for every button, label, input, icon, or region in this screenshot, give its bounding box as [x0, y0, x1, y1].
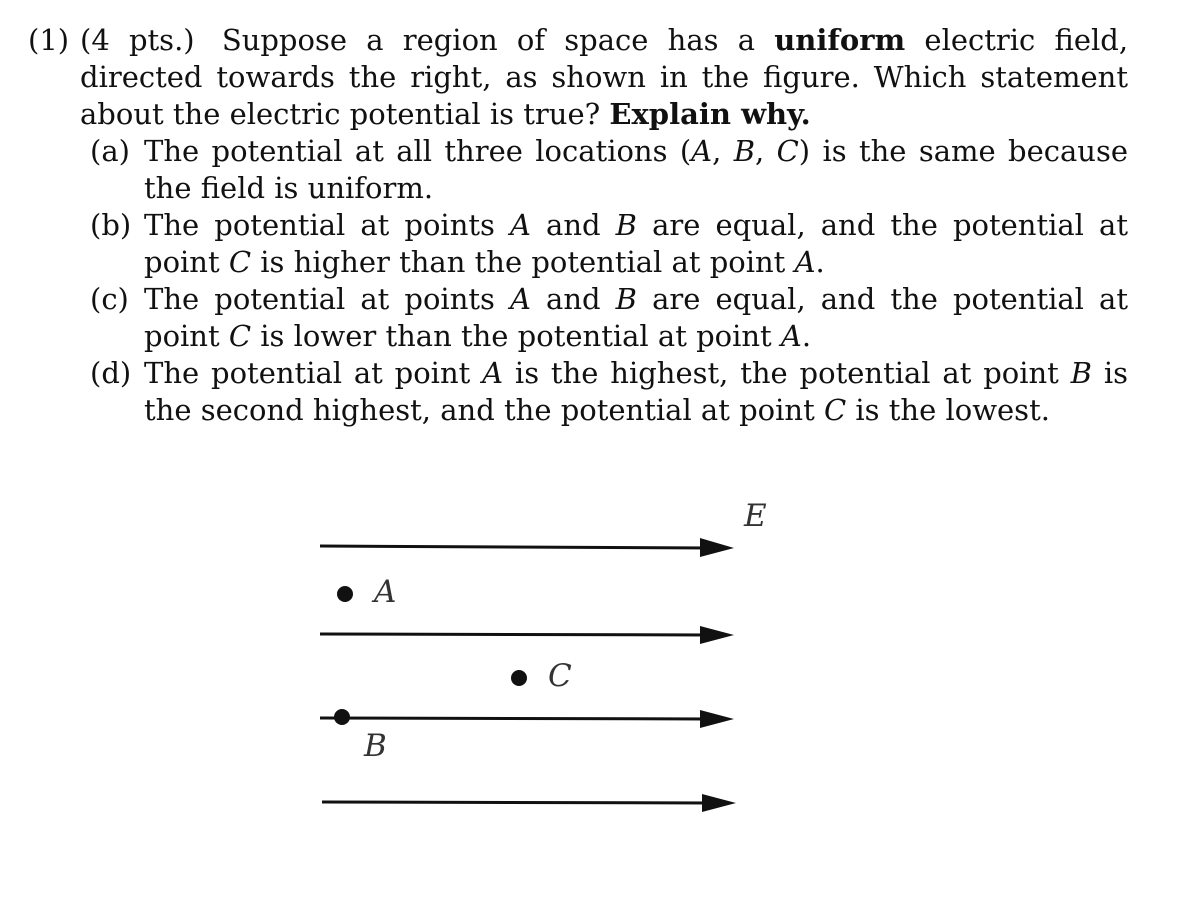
option-label: (d): [90, 356, 132, 390]
option-c: [90, 281, 1128, 355]
option-text: and: [530, 282, 616, 316]
field-line-3: [320, 710, 734, 728]
field-figure: [300, 490, 780, 830]
field-label-e: E: [744, 498, 767, 534]
point-ref: B: [733, 134, 756, 168]
question-stem: [28, 22, 1128, 133]
option-label: (b): [90, 208, 132, 242]
point-b-dot: [334, 709, 350, 725]
point-ref: A: [794, 245, 816, 279]
option-text: The potential at point: [144, 356, 483, 390]
point-ref: A: [510, 208, 531, 242]
field-line-1: [320, 538, 734, 557]
arrow-head-icon: [700, 626, 734, 644]
point-ref: B: [615, 282, 637, 316]
point-ref: B: [1070, 356, 1092, 390]
option-text: The potential at points: [144, 282, 510, 316]
option-text: ,: [712, 134, 734, 168]
option-text: .: [815, 245, 825, 279]
option-text: The potential at all three locations (: [144, 134, 692, 168]
field-line-4: [322, 794, 736, 812]
arrow-head-icon: [700, 710, 734, 728]
stem-text-2: electric field, directed towards the right, as shown in the figure. Which statement about the electric potential is true?: [80, 23, 1129, 131]
option-label: (c): [90, 282, 129, 316]
option-text: is higher than the potential at point: [251, 245, 795, 279]
option-text: ,: [755, 134, 777, 168]
point-c-label: C: [548, 658, 572, 694]
point-ref: C: [228, 245, 252, 279]
question-points: (4 pts.): [80, 23, 195, 57]
question-number: (1): [28, 23, 70, 57]
point-a-label: A: [374, 574, 397, 610]
field-line-2: [320, 626, 734, 644]
stem-emphasis: Explain why.: [609, 97, 811, 131]
stem-bold-word: uniform: [774, 23, 906, 57]
point-ref: C: [228, 319, 252, 353]
option-text: The potential at points: [144, 208, 510, 242]
option-b: [90, 207, 1128, 281]
option-text: ) is the same because the field is uniform.: [144, 134, 1128, 205]
option-label: (a): [90, 134, 130, 168]
option-d: [90, 355, 1128, 429]
point-ref: A: [482, 356, 504, 390]
option-text: is the highest, the potential at point: [503, 356, 1071, 390]
arrow-head-icon: [700, 538, 734, 557]
answer-options: [28, 133, 1128, 429]
stem-text-1: Suppose a region of space has a: [221, 23, 755, 57]
point-ref: B: [615, 208, 637, 242]
point-ref: C: [823, 393, 847, 427]
point-a-dot: [337, 586, 353, 602]
option-text: is the second highest, and the potential at point: [144, 356, 1128, 427]
point-ref: A: [780, 319, 802, 353]
option-text: are equal, and the potential at point: [144, 282, 1128, 353]
option-text: .: [801, 319, 812, 353]
question-block: [28, 22, 1128, 429]
point-c-dot: [511, 670, 527, 686]
point-ref: A: [691, 134, 713, 168]
option-text: is lower than the potential at point: [251, 319, 781, 353]
point-b-label: B: [364, 728, 387, 764]
option-text: is the lowest.: [846, 393, 1050, 427]
arrow-head-icon: [702, 794, 736, 812]
option-text: and: [530, 208, 616, 242]
option-a: [90, 133, 1128, 207]
point-ref: C: [776, 134, 799, 168]
option-text: are equal, and the potential at point: [144, 208, 1128, 279]
point-ref: A: [510, 282, 531, 316]
